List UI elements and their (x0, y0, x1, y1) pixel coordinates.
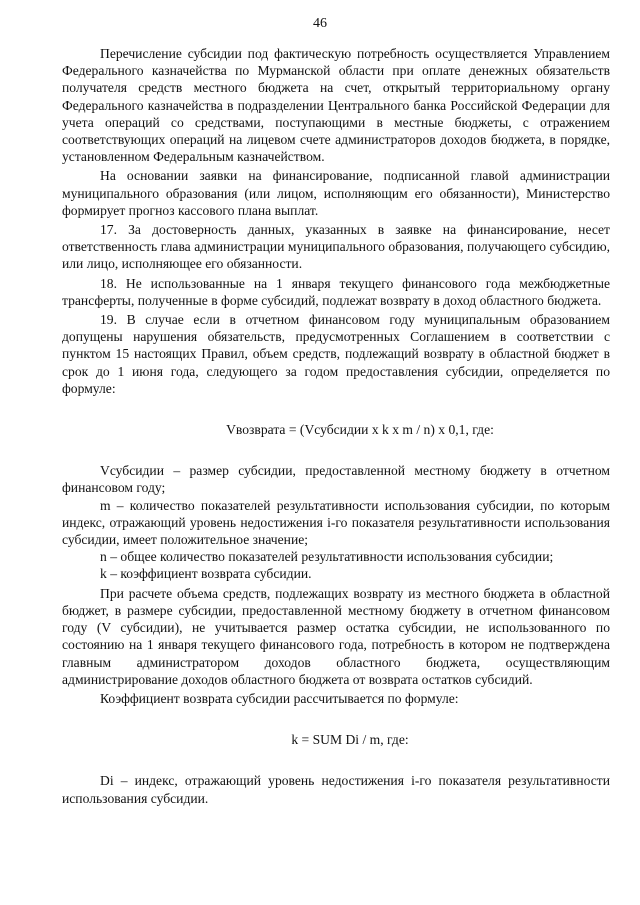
document-body (62, 45, 610, 807)
definition-m: m – количество показателей результативности использования субсидии, по которым индекс, отражающий уровень недостижения i-го показателя результативности использования субсидии, имеет положительное значение; (62, 497, 610, 548)
paragraph-volume-calculation: При расчете объема средств, подлежащих возврату из местного бюджета в областной бюджет, в размере субсидии, предоставленной местному бюджету в отчетном финансовом году (V субсидии), не учитывается размер остатка субсидии, не использованного по состоянию на 1 января текущего финансового года, потребность в котором не подтверждена главным администратором доходов областного бюджета, осуществляющим администрирование доходов областного бюджета от возврата остатков субсидий. (62, 585, 610, 687)
definition-k: k – коэффициент возврата субсидии. (100, 566, 312, 582)
formula-return-volume: Vвозврата = (Vсубсидии x k x m / n) x 0,1, где: (226, 422, 494, 438)
paragraph-item-18: 18. Не использованные на 1 января текущего финансового года межбюджетные трансферты, полученные в форме субсидий, подлежат возврату в доход областного бюджета. (62, 275, 610, 308)
paragraph-coefficient-intro: Коэффициент возврата субсидии рассчитывается по формуле: (100, 690, 459, 706)
formula-coefficient: k = SUM Di / m, где: (291, 732, 409, 748)
paragraph-subsidy-transfer: Перечисление субсидии под фактическую потребность осуществляется Управлением Федерального казначейства по Мурманской области при оплате денежных обязательств получателя средств местного бюджета на счет, открытый территориальному органу Федерального казначейства в подразделении Центрального банка Российской Федерации для учета операций со средствами, поступающими в местные бюджеты, с отражением соответствующих операций на лицевом счете администраторов доходов бюджета, в порядке, установленном Федеральным казначейством. (62, 46, 610, 165)
page-number: 46 (313, 16, 327, 31)
definition-n: n – общее количество показателей результативности использования субсидии; (100, 549, 554, 565)
definition-v-subsidy: Vсубсидии – размер субсидии, предоставленной местному бюджету в отчетном финансовом году; (62, 463, 610, 496)
paragraph-item-19: 19. В случае если в отчетном финансовом году муниципальным образованием допущены нарушения обязательств, предусмотренных Соглашением в соответствии с пунктом 15 настоящих Правил, объем средств, подлежащий возврату в областной бюджет в срок до 1 июня года, следующего за годом предоставления субсидии, определяется по формуле: (62, 312, 610, 396)
paragraph-financing-request: На основании заявки на финансирование, подписанной главой администрации муниципального образования (или лицом, исполняющим его обязанности), Министерство формирует прогноз кассового плана выплат. (62, 168, 610, 218)
definition-di: Di – индекс, отражающий уровень недостижения i-го показателя результативности использования субсидии. (62, 773, 610, 806)
paragraph-item-17: 17. За достоверность данных, указанных в заявке на финансирование, несет ответственность глава администрации муниципального образования, получающего субсидию, или лицо, исполняющее его обязанности. (62, 222, 610, 272)
